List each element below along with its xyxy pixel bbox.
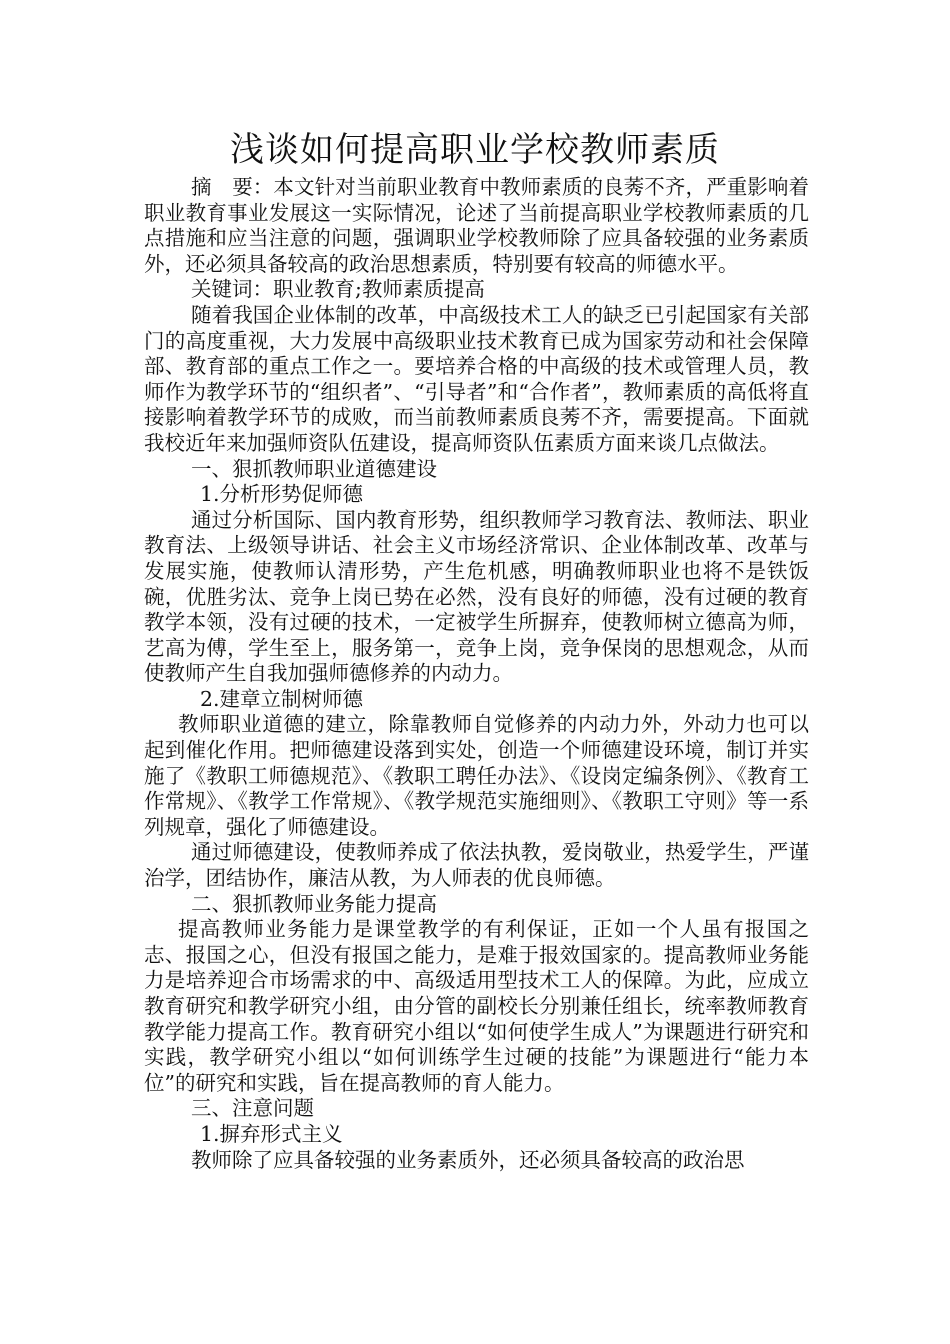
body-paragraph: 通过分析国际、国内教育形势，组织教师学习教育法、教师法、职业教育法、上级领导讲话、社会主义市场经济常识、企业体制改革、改革与发展实施，使教师认清形势，产生危机感，明确教师职业也将不是铁饭碗，优胜劣汰、竞争上岗已势在必然，没有良好的师德，没有过硬的教育教学本领，没有过硬的技术，一定被学生所摒弃，使教师树立德高为师，艺高为傅，学生至上，服务第一，竞争上岗，竞争保岗的思想观念，从而使教师产生自我加强师德修养的内动力。 <box>144 507 809 686</box>
abstract-paragraph: 摘 要：本文针对当前职业教育中教师素质的良莠不齐，严重影响着职业教育事业发展这一实际情况，论述了当前提高职业学校教师素质的几点措施和应当注意的问题，强调职业学校教师除了应具备较强的业务素质外，还必须具备较高的政治思想素质，特别要有较高的师德水平。 <box>144 175 809 276</box>
subheading-1-2: 2.建章立制树师德 <box>200 686 364 711</box>
keywords-paragraph: 关键词：职业教育;教师素质提高 <box>191 277 485 302</box>
body-paragraph: 教师职业道德的建立，除靠教师自觉修养的内动力外，外动力也可以起到催化作用。把师德建设落到实处，创造一个师德建设环境，制订并实施了《教职工师德规范》、《教职工聘任办法》、《设岗定编条例》、《教育工作常规》、《教学工作常规》、《教学规范实施细则》、《教职工守则》等一系列规章，强化了师德建设。 <box>144 712 809 839</box>
intro-paragraph: 随着我国企业体制的改革，中高级技术工人的缺乏已引起国家有关部门的高度重视，大力发展中高级职业技术教育已成为国家劳动和社会保障部、教育部的重点工作之一。要培养合格的中高级的技术或管理人员，教师作为教学环节的“组织者”、“引导者”和“合作者”，教师素质的高低将直接影响着教学环节的成败，而当前教师素质良莠不齐，需要提高。下面就我校近年来加强师资队伍建设，提高师资队伍素质方面来谈几点做法。 <box>144 302 809 455</box>
document-title: 浅谈如何提高职业学校教师素质 <box>230 130 720 170</box>
subheading-1-1: 1.分析形势促师德 <box>200 482 364 507</box>
section-heading-3: 三、注意问题 <box>191 1096 314 1121</box>
document-body <box>144 175 809 1173</box>
subheading-3-1: 1.摒弃形式主义 <box>200 1121 343 1146</box>
section-heading-1: 一、狠抓教师职业道德建设 <box>191 456 437 481</box>
body-paragraph: 提高教师业务能力是课堂教学的有利保证，正如一个人虽有报国之志、报国之心，但没有报国之能力，是难于报效国家的。提高教师业务能力是培养迎合市场需求的中、高级适用型技术工人的保障。为此，应成立教育研究和教学研究小组，由分管的副校长分别兼任组长，统率教师教育教学能力提高工作。教育研究小组以“如何使学生成人”为课题进行研究和实践，教学研究小组以“如何训练学生过硬的技能”为课题进行“能力本位”的研究和实践，旨在提高教师的育人能力。 <box>144 917 809 1095</box>
body-paragraph: 教师除了应具备较强的业务素质外，还必须具备较高的政治思 <box>191 1147 745 1172</box>
section-heading-2: 二、狠抓教师业务能力提高 <box>191 891 437 916</box>
body-paragraph: 通过师德建设，使教师养成了依法执教，爱岗敬业，热爱学生，严谨治学，团结协作，廉洁从教，为人师表的优良师德。 <box>144 840 809 891</box>
